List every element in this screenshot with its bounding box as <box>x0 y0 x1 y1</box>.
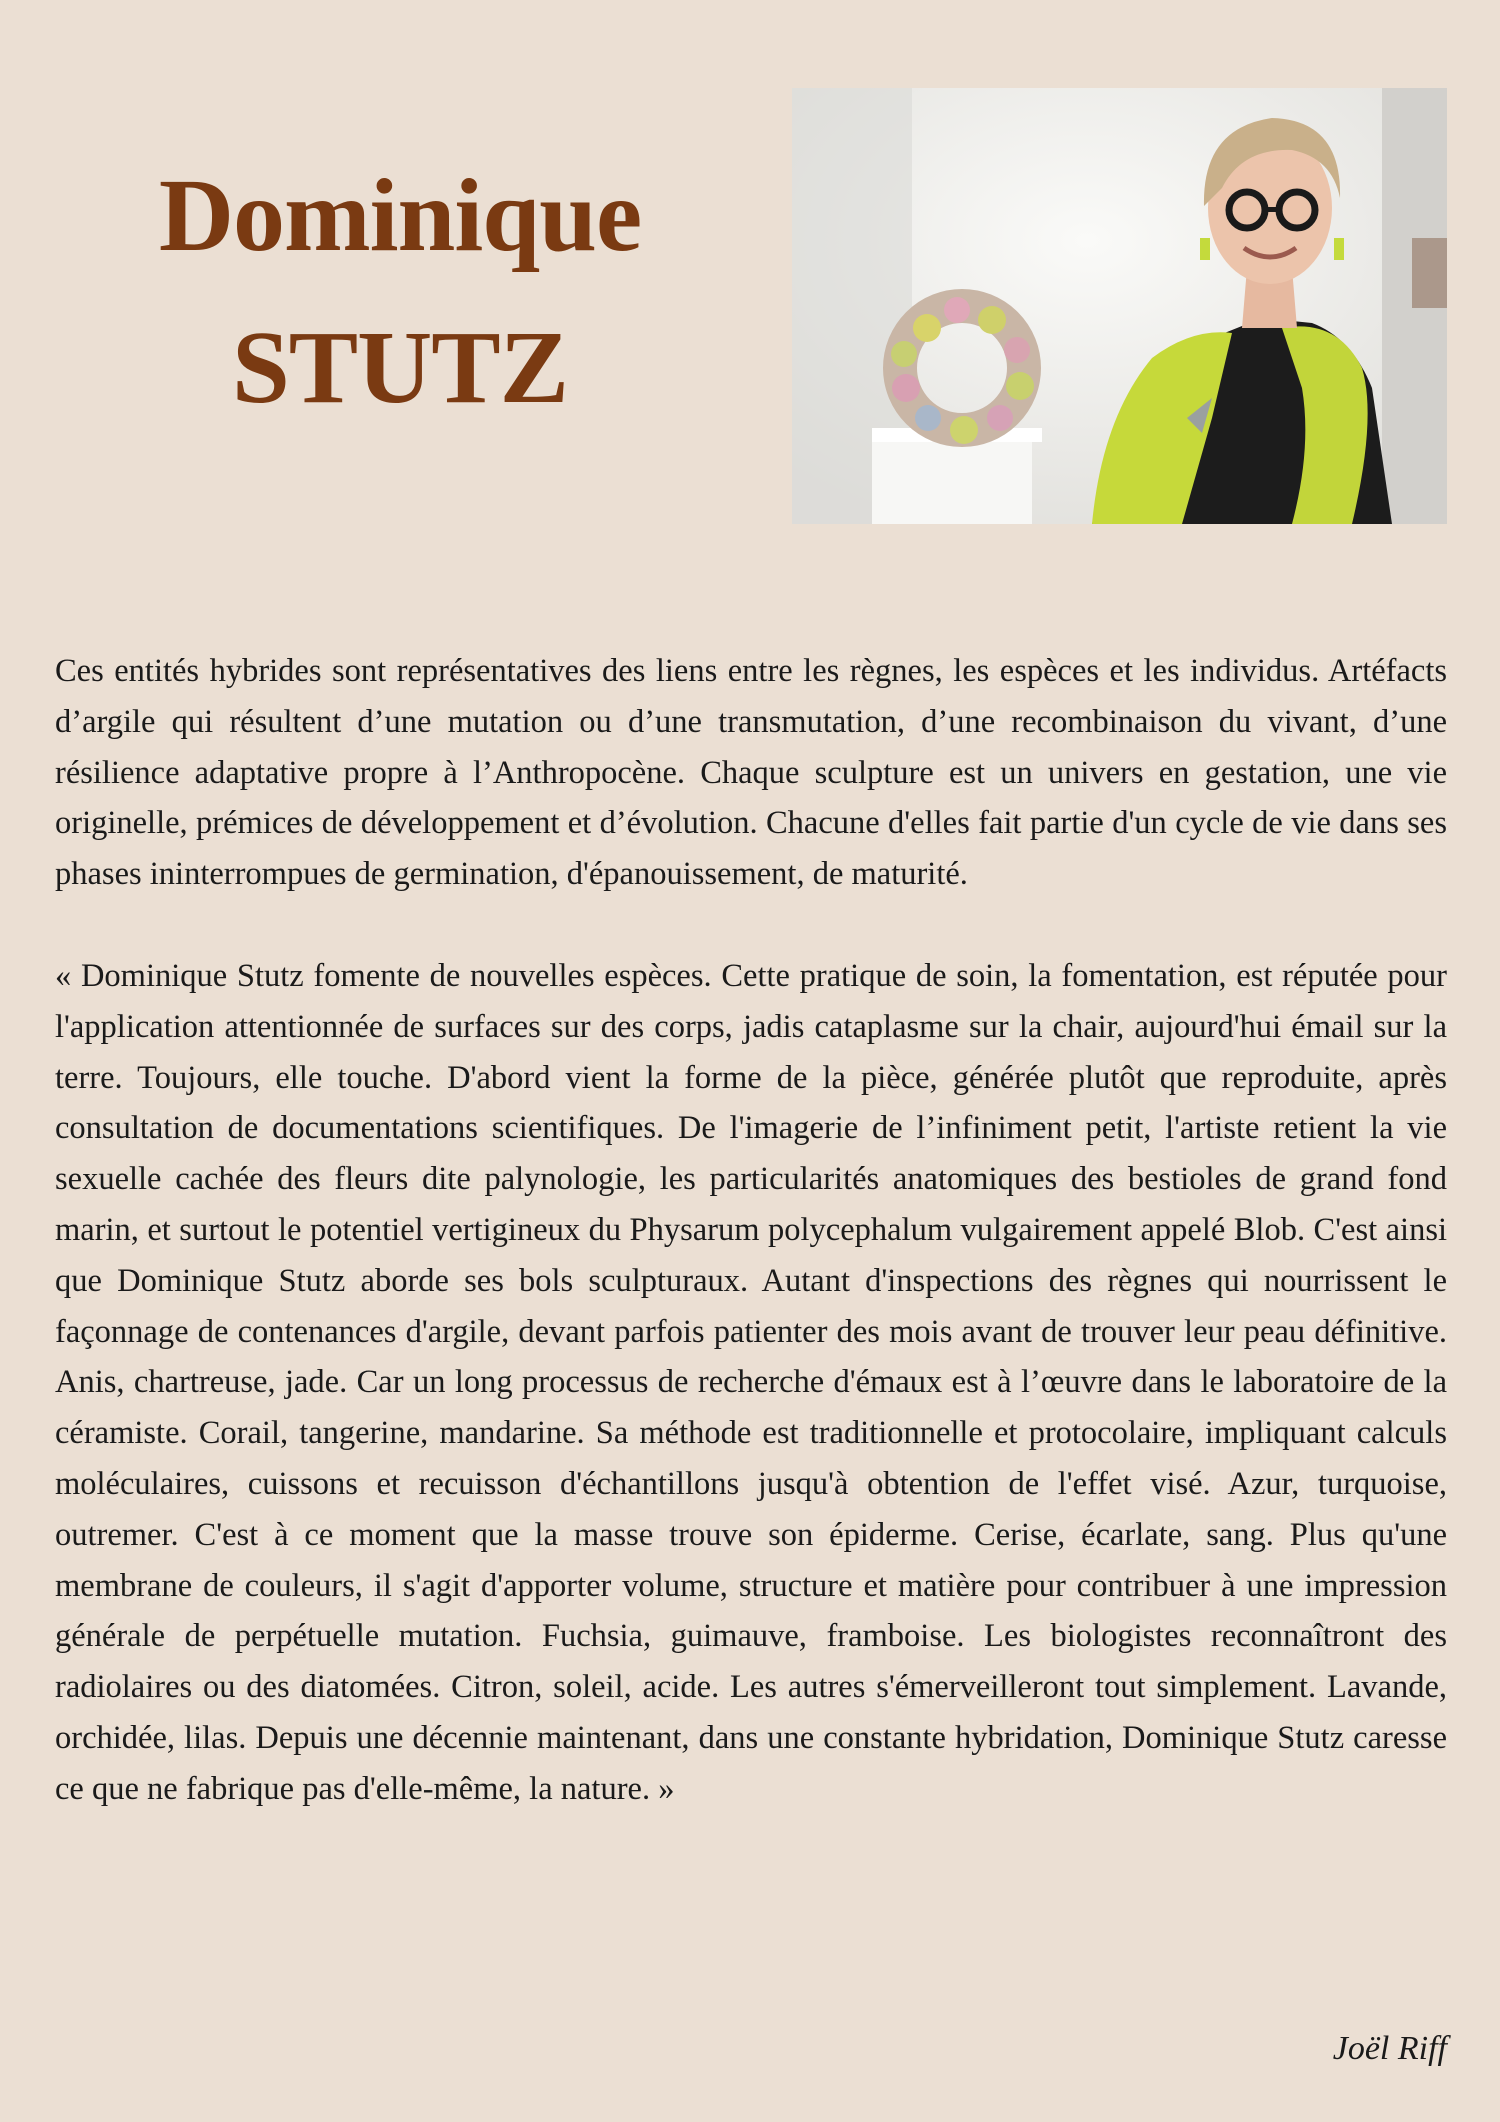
artist-statement <box>55 646 1447 1815</box>
statement-paragraph-1: Ces entités hybrides sont représentatives des liens entre les règnes, les espèces et les individus. Artéfacts d’argile qui résultent d’une mutation ou d’une transmutation, d’une recombinaison du vivant, d’une résilience adaptative propre à l’Anthropocène. Chaque sculpture est un univers en gestation, une vie originelle, prémices de développement et d’évolution. Chacune d'elles fait partie d'un cycle de vie dans ses phases ininterrompues de germination, d'épanouissement, de maturité. <box>55 653 1447 893</box>
portrait-photo-icon <box>792 88 1447 524</box>
artist-name <box>80 140 720 444</box>
author-signature: Joël Riff <box>1332 2030 1447 2067</box>
statement-paragraph-2: « Dominique Stutz fomente de nouvelles espèces. Cette pratique de soin, la fomentation, est réputée pour l'application attentionnée de surfaces sur des corps, jadis cataplasme sur la chair, aujourd'hui émail sur la terre. Toujours, elle touche. D'abord vient la forme de la pièce, générée plutôt que reproduite, après consultation de documentations scientifiques. De l'imagerie de l’infiniment petit, l'artiste retient la vie sexuelle cachée des fleurs dite palynologie, les particularités anatomiques des bestioles de grand fond marin, et surtout le potentiel vertigineux du Physarum polycephalum vulgairement appelé Blob. C'est ainsi que Dominique Stutz aborde ses bols sculpturaux. Autant d'inspections des règnes qui nourrissent le façonnage de contenances d'argile, devant parfois patienter des mois avant de trouver leur peau définitive. Anis, chartreuse, jade. Car un long processus de recherche d'émaux est à l’œuvre dans le laboratoire de la céramiste. Corail, tangerine, mandarine. Sa méthode est traditionnelle et protocolaire, impliquant calculs moléculaires, cuissons et recuisson d'échantillons jusqu'à obtention de l'effet visé. Azur, turquoise, outremer. C'est à ce moment que la masse trouve son épiderme. Cerise, écarlate, sang. Plus qu'une membrane de couleurs, il s'agit d'apporter volume, structure et matière pour contribuer à une impression générale de perpétuelle mutation. Fuchsia, guimauve, framboise. Les biologistes reconnaîtront des radiolaires ou des diatomées. Citron, soleil, acide. Les autres s'émerveilleront tout simplement. Lavande, orchidée, lilas. Depuis une décennie maintenant, dans une constante hybridation, Dominique Stutz caresse ce que ne fabrique pas d'elle-même, la nature. » <box>55 957 1447 1807</box>
artist-portrait-photo <box>792 88 1447 524</box>
artist-last-name: STUTZ <box>231 310 569 425</box>
artist-first-name: Dominique <box>158 158 642 273</box>
